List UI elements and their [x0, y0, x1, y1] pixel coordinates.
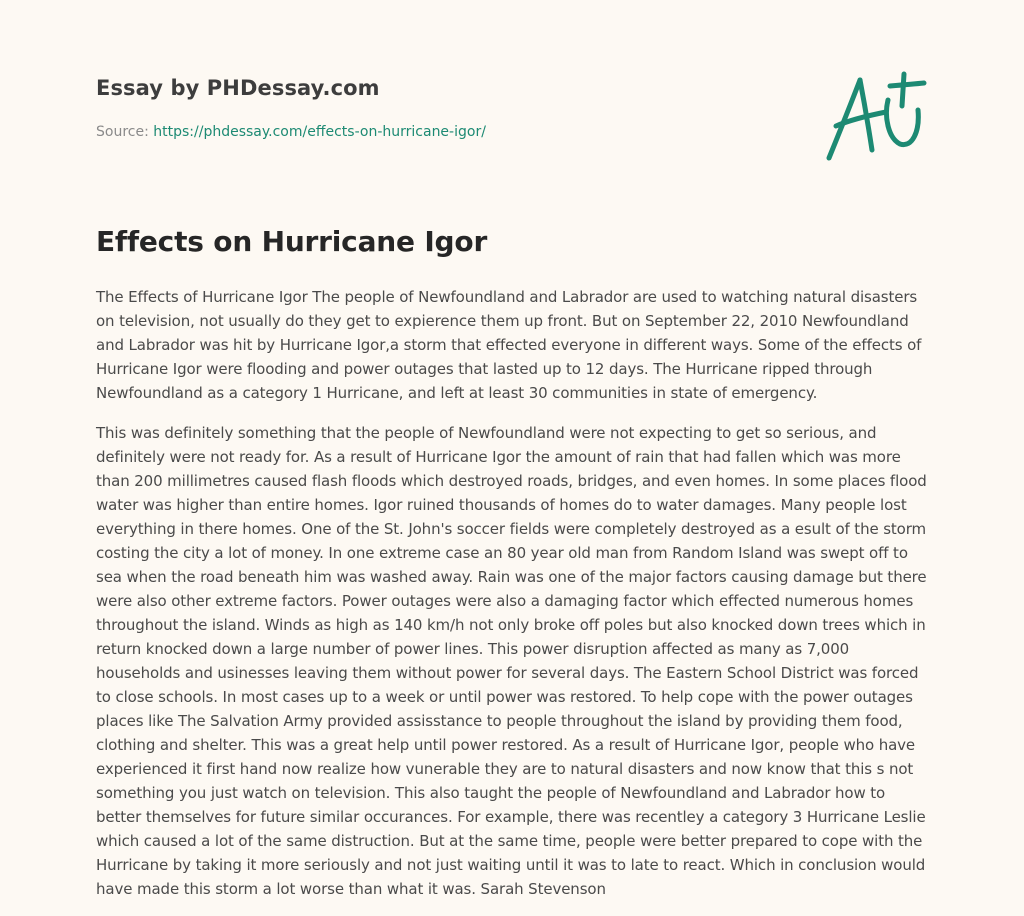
essay-body [96, 285, 928, 916]
essay-paragraph: The Effects of Hurricane Igor The people of Newfoundland and Labrador are used to watching natural disasters on television, not usually do they get to expierence them up front. But on September 22, 2010 Newfoundland and Labrador was hit by Hurricane Igor,a storm that effected everyone in different ways. Some of the effects of Hurricane Igor were flooding and power outages that lasted up to 12 days. The Hurricane ripped through Newfoundland as a category 1 Hurricane, and left at least 30 communities in state of emergency. [96, 288, 922, 402]
site-title: Essay by PHDessay.com [96, 76, 380, 100]
source-link[interactable]: https://phdessay.com/effects-on-hurricane-igor/ [153, 124, 486, 140]
source-label: Source: [96, 124, 154, 140]
source-line [96, 124, 486, 140]
essay-paragraph: This was definitely something that the people of Newfoundland were not expecting to get so serious, and definitely were not ready for. As a result of Hurricane Igor the amount of rain that had fallen which was more than 200 millimetres caused flash floods which destroyed roads, bridges, and even homes. In some places flood water was higher than entire homes. Igor ruined thousands of homes do to water damages. Many people lost everything in there homes. One of the St. John's soccer fields were completely destroyed as a esult of the storm costing the city a lot of money. In one extreme case an 80 year old man from Random Island was swept off to sea when the road beneath him was washed away. Rain was one of the major factors causing damage but there were also other extreme factors. Power outages were also a damaging factor which effected numerous homes throughout the island. Winds as high as 140 km/h not only broke off poles but also knocked down trees which in return knocked down a large number of power lines. This power disruption affected as many as 7,000 households and usinesses leaving them without power for several days. The Eastern School District was forced to close schools. In most cases up to a week or until power was restored. To help cope with the power outages places like The Salvation Army provided assisstance to people throughout the island by providing them food, clothing and shelter. This was a great help until power restored. As a result of Hurricane Igor, people who have experienced it first hand now realize how vunerable they are to natural disasters and now know that this s not something you just watch on television. This also taught the people of Newfoundland and Labrador how to better themselves for future similar occurances. For example, there was recentley a category 3 Hurricane Leslie which caused a lot of the same distruction. But at the same time, people were better prepared to cope with the Hurricane by taking it more seriously and not just waiting until it was to late to react. Which in conclusion would have made this storm a lot worse than what it was. Sarah Stevenson [96, 424, 927, 898]
essay-title: Effects on Hurricane Igor [96, 225, 488, 258]
a-plus-logo-icon [820, 66, 930, 166]
